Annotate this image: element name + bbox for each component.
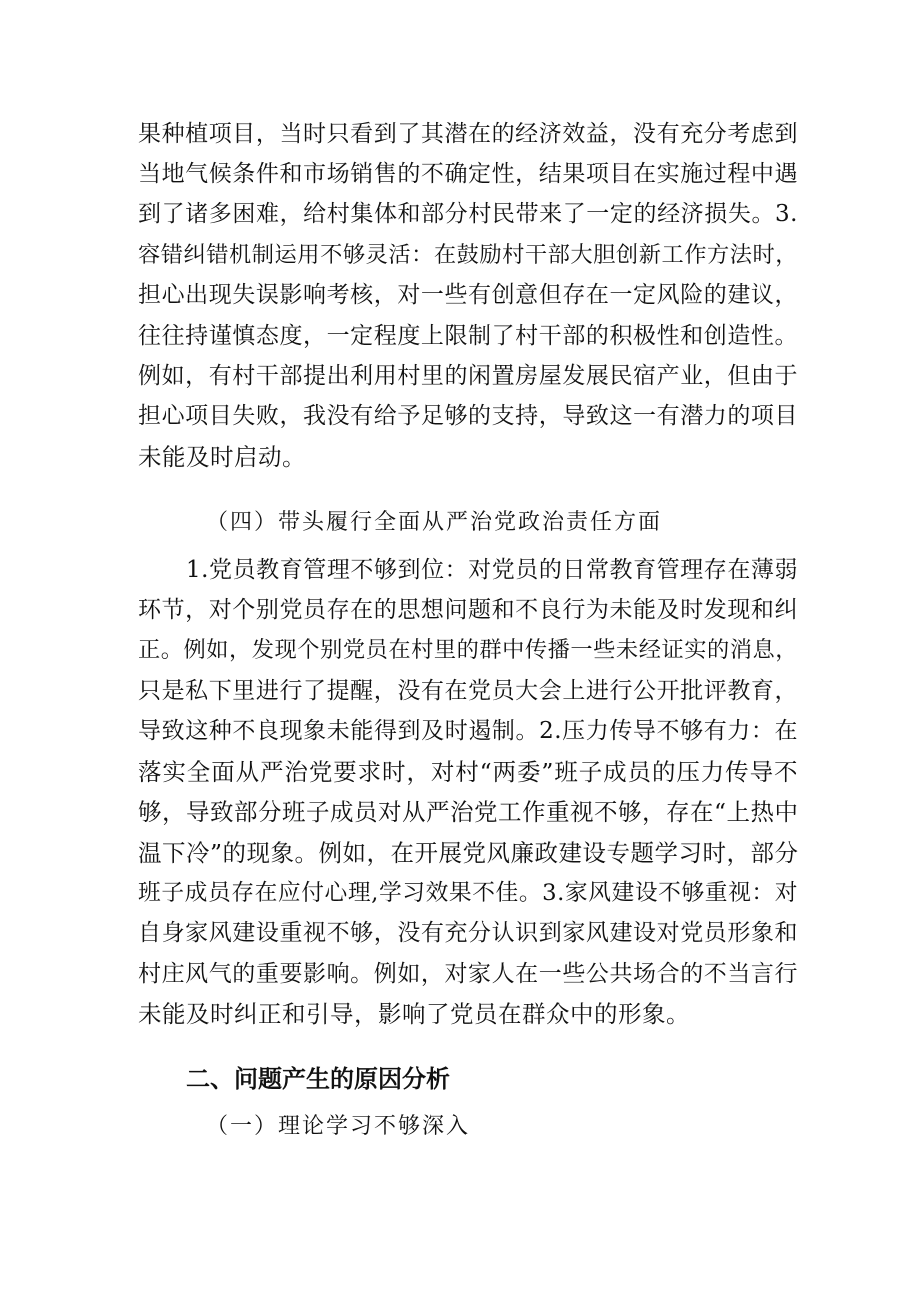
paragraph-line: 当地气候条件和市场销售的不确定性，结果项目在实施过程中遇 bbox=[138, 161, 798, 187]
paragraph-line: 担心项目失败，我没有给予足够的支持，导致这一有潜力的项目 bbox=[138, 403, 798, 429]
paragraph-line: 例如，有村干部提出利用村里的闲置房屋发展民宿产业，但由于 bbox=[138, 363, 798, 389]
paragraph-line: 担心出现失误影响考核，对一些有创意但存在一定风险的建议， bbox=[138, 282, 798, 308]
paragraph-line: 导致这种不良现象未能得到及时遏制。2.压力传导不够有力：在 bbox=[138, 718, 798, 744]
paragraph-line: 温下冷”的现象。例如，在开展党风廉政建设专题学习时，部分 bbox=[138, 839, 799, 867]
paragraph-line: 到了诸多困难，给村集体和部分村民带来了一定的经济损失。3. bbox=[138, 201, 798, 227]
paragraph-line: 果种植项目，当时只看到了其潜在的经济效益，没有充分考虑到 bbox=[138, 121, 798, 147]
paragraph-line: 落实全面从严治党要求时，对村“两委”班子成员的压力传导不 bbox=[138, 758, 798, 786]
paragraph-line: 环节，对个别党员存在的思想问题和不良行为未能及时发现和纠 bbox=[138, 597, 798, 623]
paragraph-line: 只是私下里进行了提醒，没有在党员大会上进行公开批评教育， bbox=[138, 678, 798, 704]
paragraph-line: 正。例如，发现个别党员在村里的群中传播一些未经证实的消息， bbox=[138, 637, 798, 663]
subsection-heading: （一）理论学习不够深入 bbox=[206, 1114, 471, 1139]
paragraph-line: 未能及时启动。 bbox=[138, 443, 306, 471]
paragraph-line: 未能及时纠正和引导，影响了党员在群众中的形象。 bbox=[138, 1000, 690, 1028]
paragraph-line: 1.党员教育管理不够到位：对党员的日常教育管理存在薄弱 bbox=[186, 557, 798, 583]
paragraph-line: 往往持谨慎态度，一定程度上限制了村干部的积极性和创造性。 bbox=[138, 323, 798, 349]
paragraph-line: 自身家风建设重视不够，没有充分认识到家风建设对党员形象和 bbox=[138, 920, 798, 946]
chapter-heading: 二、问题产生的原因分析 bbox=[186, 1065, 450, 1093]
paragraph-line: 够，导致部分班子成员对从严治党工作重视不够，存在“上热中 bbox=[138, 798, 799, 826]
paragraph-line: 班子成员存在应付心理,学习效果不佳。3.家风建设不够重视：对 bbox=[138, 880, 798, 906]
section-heading: （四）带头履行全面从严治党政治责任方面 bbox=[206, 510, 663, 535]
paragraph-line: 村庄风气的重要影响。例如，对家人在一些公共场合的不当言行 bbox=[138, 961, 798, 987]
paragraph-line: 容错纠错机制运用不够灵活：在鼓励村干部大胆创新工作方法时， bbox=[138, 242, 798, 268]
